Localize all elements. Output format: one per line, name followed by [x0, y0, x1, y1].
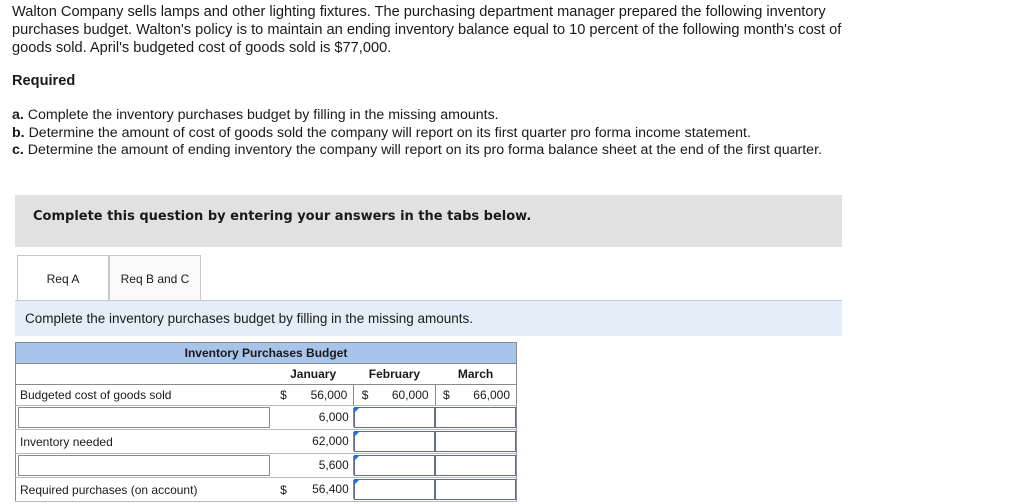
row-label-input-1[interactable]: [18, 407, 270, 428]
input-february-required-purchases[interactable]: [354, 479, 435, 500]
instruction-banner-text: Complete this question by entering your answers in the tabs below.: [33, 209, 532, 224]
table-row: [16, 478, 517, 502]
intro-line-3: goods sold. April's budgeted cost of goods sold is $77,000.: [12, 40, 392, 56]
table-row: [16, 454, 517, 478]
input-february-inventory-needed[interactable]: [354, 431, 435, 452]
currency-symbol: $: [354, 385, 376, 406]
currency-symbol: $: [272, 478, 294, 502]
input-march-inventory-needed[interactable]: [435, 431, 516, 452]
column-header-march: March: [435, 364, 516, 385]
tab-req-b-and-c[interactable]: [109, 255, 201, 302]
sub-instruction-banner: [15, 301, 842, 336]
tab-req-b-and-c-label: Req B and C: [120, 271, 190, 286]
value-january-row4: 5,600: [295, 456, 354, 475]
problem-intro: [12, 3, 912, 57]
tab-req-a-label: Req A: [46, 272, 80, 286]
requirements-list: [12, 107, 1012, 160]
requirement-b: b. Determine the amount of cost of goods sold the company will report on its first quarter pro forma income statement.: [12, 124, 751, 141]
currency-symbol: $: [272, 385, 294, 406]
table-title: Inventory Purchases Budget: [16, 343, 517, 364]
currency-symbol: $: [435, 385, 457, 406]
row-label-budgeted-cogs: Budgeted cost of goods sold: [16, 385, 273, 406]
value-march-cogs: 66,000: [457, 385, 516, 406]
intro-line-1: Walton Company sells lamps and other lighting fixtures. The purchasing department manager prepared the following inventory: [12, 4, 826, 20]
row-label-input-2[interactable]: [18, 455, 270, 476]
value-january-row2: 6,000: [295, 408, 354, 427]
row-label-required-purchases: Required purchases (on account): [16, 478, 273, 502]
value-january-inventory-needed: 62,000: [295, 432, 354, 451]
input-march-required-purchases[interactable]: [435, 479, 516, 500]
table-row: [16, 406, 517, 430]
intro-line-2: purchases budget. Walton's policy is to maintain an ending inventory balance equal to 10 percent of the following month's cost of: [12, 22, 842, 38]
table-row: [16, 385, 517, 406]
column-header-february: February: [354, 364, 435, 385]
instruction-banner: [15, 195, 842, 247]
sub-instruction-text: Complete the inventory purchases budget by filling in the missing amounts.: [25, 311, 473, 326]
inventory-purchases-budget-table: [15, 342, 517, 502]
table-row: [16, 430, 517, 454]
value-january-cogs: 56,000: [295, 385, 354, 406]
input-february-row4[interactable]: [354, 455, 435, 476]
value-january-required-purchases: 56,400: [295, 480, 354, 499]
requirement-c: c. Determine the amount of ending inventory the company will report on its pro forma balance sheet at the end of the first quarter.: [12, 142, 822, 158]
value-february-cogs: 60,000: [376, 385, 435, 406]
column-header-january: January: [272, 364, 353, 385]
row-label-inventory-needed: Inventory needed: [16, 430, 273, 454]
tab-req-a[interactable]: [17, 255, 109, 302]
required-heading: Required: [12, 73, 76, 89]
input-march-row2[interactable]: [435, 407, 516, 428]
input-march-row4[interactable]: [435, 455, 516, 476]
requirement-a: a. Complete the inventory purchases budget by filling in the missing amounts.: [12, 107, 499, 123]
input-february-row2[interactable]: [354, 407, 435, 428]
